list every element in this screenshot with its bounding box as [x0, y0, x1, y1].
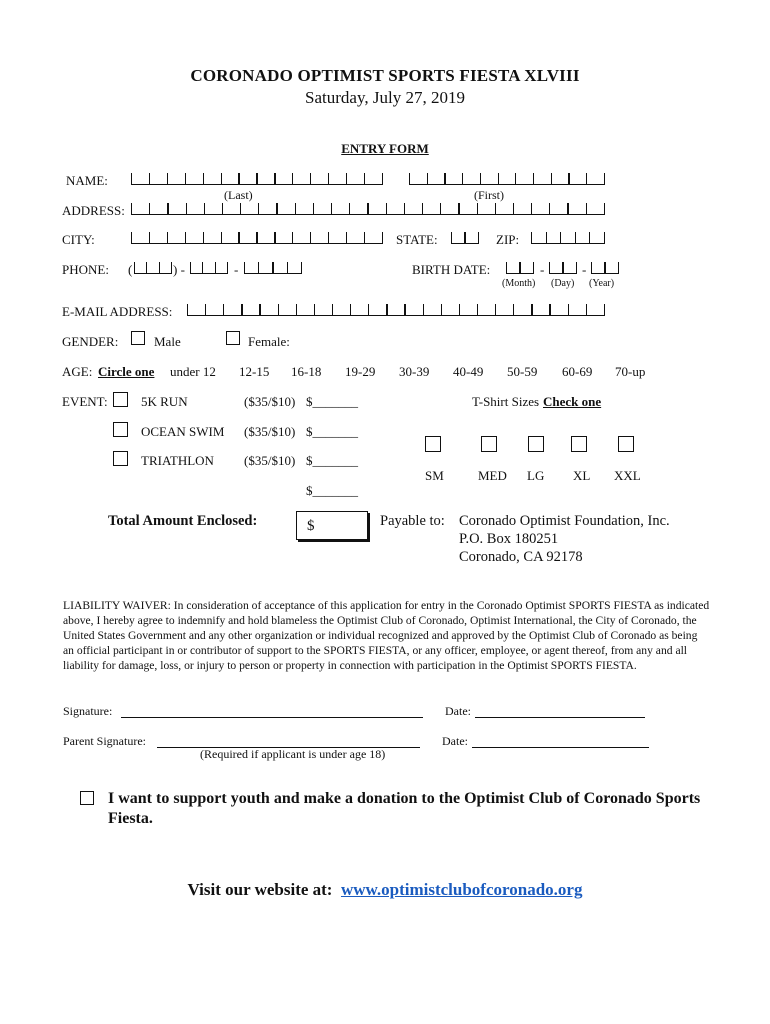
comb-divider [204, 203, 205, 214]
state-field[interactable] [451, 233, 479, 244]
phone-close-paren: ) - [173, 262, 185, 277]
comb-divider [346, 173, 347, 184]
first-name-field[interactable] [409, 174, 605, 185]
event-price: ($35/$10) [244, 424, 296, 439]
entry-form-heading: ENTRY FORM [341, 141, 429, 156]
comb-divider [146, 262, 147, 273]
comb-divider [423, 304, 424, 315]
comb-divider [604, 262, 605, 273]
5k-run-checkbox[interactable] [113, 392, 128, 407]
comb-divider [498, 173, 499, 184]
comb-divider [568, 304, 569, 315]
comb-divider [167, 173, 168, 184]
event-price: ($35/$10) [244, 453, 296, 468]
comb-divider [274, 232, 275, 243]
comb-divider [186, 203, 187, 214]
payee-city: Coronado, CA 92178 [459, 549, 583, 565]
parent-signature-line[interactable] [157, 734, 420, 748]
comb-divider [368, 304, 369, 315]
comb-divider [444, 173, 445, 184]
comb-divider [404, 304, 405, 315]
comb-divider [149, 173, 150, 184]
comb-divider [531, 203, 532, 214]
comb-divider [258, 262, 259, 273]
comb-divider [278, 304, 279, 315]
donation-checkbox[interactable] [80, 791, 94, 805]
phone-label: PHONE: [62, 262, 109, 277]
comb-divider [513, 304, 514, 315]
subtotal-field[interactable]: $_______ [306, 483, 358, 498]
comb-divider [310, 232, 311, 243]
comb-divider [223, 304, 224, 315]
comb-divider [292, 173, 293, 184]
comb-divider [276, 203, 277, 214]
signature-date-line[interactable] [475, 704, 645, 718]
phone-line-field[interactable] [244, 263, 302, 274]
comb-divider [604, 173, 605, 184]
birth-year-field[interactable] [591, 263, 619, 274]
comb-divider [238, 173, 239, 184]
age-instruction: Circle one [98, 364, 155, 379]
event-amount-field[interactable]: $_______ [306, 424, 358, 439]
comb-divider [256, 232, 257, 243]
total-label: Total Amount Enclosed: [108, 513, 258, 529]
comb-divider [586, 304, 587, 315]
comb-divider [568, 173, 569, 184]
city-field[interactable] [131, 233, 383, 244]
birth-month-field[interactable] [506, 263, 534, 274]
comb-divider [519, 262, 520, 273]
total-amount-field[interactable] [296, 511, 368, 540]
comb-divider [533, 173, 534, 184]
event-amount-field[interactable]: $_______ [306, 453, 358, 468]
comb-divider [462, 173, 463, 184]
size-lg-checkbox[interactable] [528, 436, 544, 452]
size-xl-checkbox[interactable] [571, 436, 587, 452]
age-option[interactable]: 70-up [615, 364, 646, 379]
comb-divider [441, 304, 442, 315]
comb-divider [506, 262, 507, 273]
last-name-field[interactable] [131, 174, 383, 185]
event-price: ($35/$10) [244, 394, 296, 409]
comb-divider [589, 232, 590, 243]
comb-divider [349, 203, 350, 214]
comb-divider [459, 304, 460, 315]
comb-divider [549, 262, 550, 273]
comb-divider [440, 203, 441, 214]
age-option[interactable]: 19-29 [345, 364, 376, 379]
signature-date-label: Date: [445, 704, 471, 718]
comb-divider [591, 262, 592, 273]
donation-text: I want to support youth and make a donation to the Optimist Club of Coronado Sports Fiesta. [108, 790, 701, 827]
comb-divider [567, 203, 568, 214]
comb-divider [562, 262, 563, 273]
age-option[interactable]: 50-59 [507, 364, 538, 379]
comb-divider [549, 304, 550, 315]
size-label: XL [573, 468, 591, 483]
comb-divider [549, 203, 550, 214]
size-label: XXL [614, 468, 641, 483]
event-date: Saturday, July 27, 2019 [305, 88, 465, 107]
comb-divider [310, 173, 311, 184]
form-title: CORONADO OPTIMIST SPORTS FIESTA XLVIII [190, 66, 580, 85]
comb-divider [386, 203, 387, 214]
comb-divider [131, 232, 132, 243]
comb-divider [296, 304, 297, 315]
comb-divider [221, 232, 222, 243]
comb-divider [314, 304, 315, 315]
comb-divider [480, 173, 481, 184]
comb-divider [586, 203, 587, 214]
comb-divider [331, 203, 332, 214]
payee-name: Coronado Optimist Foundation, Inc. [459, 513, 670, 529]
phone-open-paren: ( [128, 262, 133, 277]
birth-date-label: BIRTH DATE: [412, 262, 491, 277]
comb-divider [332, 304, 333, 315]
last-caption: (Last) [224, 188, 253, 202]
comb-divider [364, 232, 365, 243]
comb-divider [531, 232, 532, 243]
comb-divider [187, 304, 188, 315]
comb-divider [551, 173, 552, 184]
comb-divider [131, 203, 132, 214]
address-field[interactable] [131, 204, 605, 215]
comb-divider [149, 203, 150, 214]
comb-divider [241, 304, 242, 315]
age-option[interactable]: 16-18 [291, 364, 322, 379]
age-option[interactable]: 40-49 [453, 364, 484, 379]
liability-waiver: LIABILITY WAIVER: In consideration of acceptance of this application for entry in the Coronado Optimist SPORTS FIESTA as indicated above, I hereby agree to indemnify and hold blameless the Optimist Club of Coronado, Optimist International, the City of Coronado, the United States Government and any other organization or individual recognized and approved by the Optimist Club of Coronado as being an official participant in or contributor of support to the SPORTS FIESTA, or any officer, employee, or agent thereof, from any and all liability for damage, loss, or injury to person or property in connection with participation in the Optimist SPORTS FIESTA. [63, 599, 710, 672]
comb-divider [202, 262, 203, 273]
city-label: CITY: [62, 232, 95, 247]
comb-divider [575, 232, 576, 243]
size-sm-checkbox[interactable] [425, 436, 441, 452]
comb-divider [404, 203, 405, 214]
comb-divider [171, 262, 172, 273]
comb-divider [546, 232, 547, 243]
email-label: E-MAIL ADDRESS: [62, 304, 173, 319]
birth-dash-2: - [582, 262, 587, 277]
phone-prefix-field[interactable] [190, 263, 228, 274]
male-label: Male [154, 334, 181, 349]
comb-divider [167, 232, 168, 243]
comb-divider [131, 173, 132, 184]
comb-divider [464, 232, 465, 243]
comb-divider [409, 173, 410, 184]
comb-divider [313, 203, 314, 214]
comb-divider [382, 173, 383, 184]
payable-label: Payable to: [380, 513, 445, 529]
event-name: TRIATHLON [141, 453, 214, 468]
currency-symbol: $ [307, 518, 315, 534]
birth-day-field[interactable] [549, 263, 577, 274]
event-label: EVENT: [62, 394, 108, 409]
comb-divider [292, 232, 293, 243]
comb-divider [531, 304, 532, 315]
month-caption: (Month) [502, 278, 536, 289]
comb-divider [386, 304, 387, 315]
comb-divider [604, 232, 605, 243]
comb-divider [618, 262, 619, 273]
comb-divider [477, 203, 478, 214]
size-label: LG [527, 468, 545, 483]
comb-divider [495, 203, 496, 214]
comb-divider [134, 262, 135, 273]
phone-area-code-field[interactable] [134, 263, 172, 274]
parent-note: (Required if applicant is under age 18) [200, 747, 386, 761]
comb-divider [185, 232, 186, 243]
comb-divider [167, 203, 168, 214]
ocean-swim-checkbox[interactable] [113, 422, 128, 437]
comb-divider [604, 304, 605, 315]
birth-dash-1: - [540, 262, 545, 277]
comb-divider [576, 262, 577, 273]
comb-divider [215, 262, 216, 273]
comb-divider [515, 173, 516, 184]
gender-label: GENDER: [62, 334, 119, 349]
age-option[interactable]: 60-69 [562, 364, 593, 379]
comb-divider [364, 173, 365, 184]
comb-divider [477, 304, 478, 315]
comb-divider [190, 262, 191, 273]
comb-divider [256, 173, 257, 184]
comb-divider [221, 173, 222, 184]
comb-divider [427, 173, 428, 184]
comb-divider [203, 232, 204, 243]
comb-divider [258, 203, 259, 214]
parent-date-label: Date: [442, 734, 468, 748]
age-option[interactable]: under 12 [170, 364, 216, 379]
tshirt-label: T-Shirt Sizes [472, 394, 540, 409]
day-caption: (Day) [551, 278, 575, 289]
comb-divider [272, 262, 273, 273]
parent-signature-label: Parent Signature: [63, 734, 146, 748]
comb-divider [203, 173, 204, 184]
female-label: Female: [248, 334, 290, 349]
zip-label: ZIP: [496, 232, 520, 247]
comb-divider [227, 262, 228, 273]
comb-divider [350, 304, 351, 315]
address-label: ADDRESS: [62, 203, 125, 218]
comb-divider [274, 173, 275, 184]
comb-divider [586, 173, 587, 184]
comb-divider [451, 232, 452, 243]
comb-divider [533, 262, 534, 273]
comb-divider [513, 203, 514, 214]
parent-date-line[interactable] [472, 734, 649, 748]
size-label: SM [425, 468, 444, 483]
zip-field[interactable] [531, 233, 605, 244]
year-caption: (Year) [589, 278, 615, 289]
state-label: STATE: [396, 232, 438, 247]
age-label: AGE: [62, 364, 93, 379]
website-link[interactable]: www.optimistclubofcoronado.org [340, 880, 583, 899]
comb-divider [185, 173, 186, 184]
event-name: OCEAN SWIM [141, 424, 225, 439]
comb-divider [238, 232, 239, 243]
payee-po-box: P.O. Box 180251 [459, 531, 559, 547]
comb-divider [478, 232, 479, 243]
male-checkbox[interactable] [131, 331, 145, 345]
comb-divider [240, 203, 241, 214]
comb-divider [367, 203, 368, 214]
phone-dash: - [234, 262, 239, 277]
female-checkbox[interactable] [226, 331, 240, 345]
website-prefix: Visit our website at: [187, 880, 333, 899]
signature-line[interactable] [121, 704, 423, 718]
comb-divider [287, 262, 288, 273]
comb-divider [205, 304, 206, 315]
comb-divider [328, 173, 329, 184]
comb-divider [382, 232, 383, 243]
comb-divider [244, 262, 245, 273]
comb-divider [328, 232, 329, 243]
event-amount-field[interactable]: $_______ [306, 394, 358, 409]
comb-divider [346, 232, 347, 243]
email-field[interactable] [187, 305, 605, 316]
age-option[interactable]: 12-15 [239, 364, 270, 379]
comb-divider [458, 203, 459, 214]
size-med-checkbox[interactable] [481, 436, 497, 452]
comb-divider [295, 203, 296, 214]
comb-divider [301, 262, 302, 273]
first-caption: (First) [474, 188, 504, 202]
name-label: NAME: [66, 173, 108, 188]
website-line [0, 880, 770, 900]
comb-divider [422, 203, 423, 214]
size-xxl-checkbox[interactable] [618, 436, 634, 452]
size-label: MED [478, 468, 507, 483]
comb-divider [560, 232, 561, 243]
triathlon-checkbox[interactable] [113, 451, 128, 466]
comb-divider [149, 232, 150, 243]
comb-divider [222, 203, 223, 214]
comb-divider [604, 203, 605, 214]
signature-label: Signature: [63, 704, 113, 718]
tshirt-instruction: Check one [543, 394, 602, 409]
comb-divider [495, 304, 496, 315]
event-name: 5K RUN [141, 394, 188, 409]
comb-divider [259, 304, 260, 315]
comb-divider [159, 262, 160, 273]
age-option[interactable]: 30-39 [399, 364, 430, 379]
